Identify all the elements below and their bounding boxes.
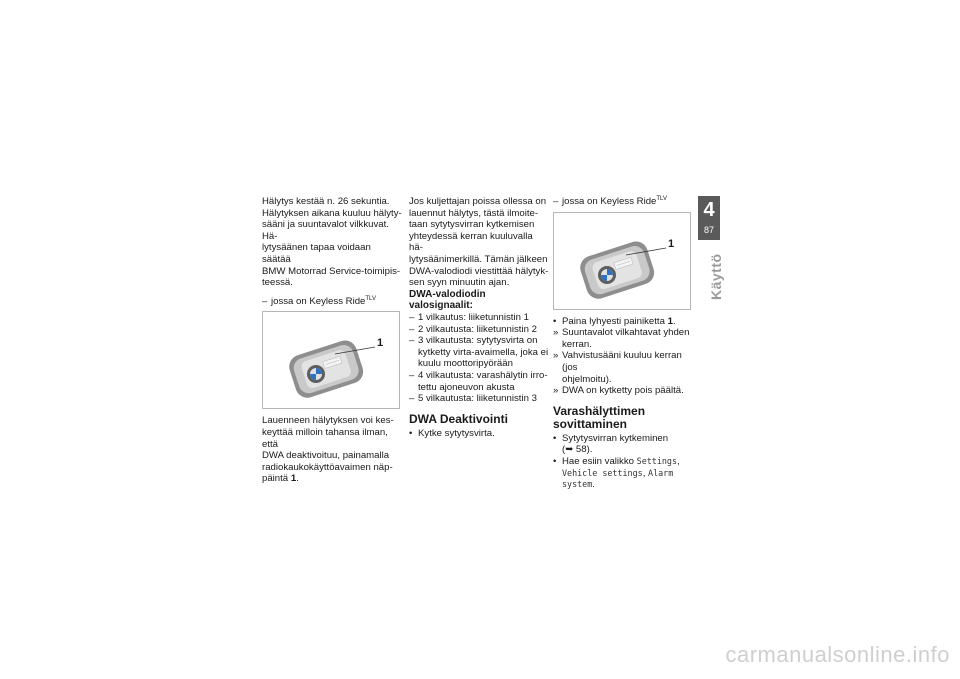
- list-item: – 2 vilkautusta: liiketunnistin 2: [409, 323, 537, 335]
- list-item: • Kytke sytytysvirta.: [409, 427, 495, 439]
- result-item: » Vahvistusääni kuuluu kerran (jos ohjelmoitu).: [553, 350, 682, 385]
- key-fob-illustration: [263, 312, 399, 408]
- list-item: – 4 vilkautusta: varashälytin irro- tettu ajoneuvon akusta: [409, 369, 548, 393]
- watermark: carmanualsonline.info: [725, 642, 950, 667]
- key-fob-figure: [553, 212, 691, 310]
- result-item: » Suuntavalot vilkahtavat yhden kerran.: [553, 327, 690, 350]
- figure-callout-1: 1: [668, 237, 675, 250]
- menu-path-alarm: Alarm: [648, 467, 674, 478]
- list-item: – 3 vilkautusta: sytytysvirta on kytketty virta-avaimella, joka ei kuulu moottoripyörään: [409, 335, 549, 370]
- chapter-title: Käyttö: [708, 253, 724, 300]
- list-item: – 1 vilkautus: liiketunnistin 1: [409, 311, 529, 323]
- menu-path-vehicle-settings: Vehicle settings: [562, 467, 643, 478]
- list-item: • Sytytysvirran kytkeminen (➥ 58).: [553, 432, 669, 456]
- paragraph-alarm-memory: Jos kuljettajan poissa ollessa on lauennut hälytys, tästä ilmoite- taan sytytysvirran kytkemisen yhteydessä kerran kuuluvalla hä- lytysäänimerkillä. Tämän jälkeen DWA-valodiodi viestittää hälytyk- sen syyn minuutin ajan.: [409, 196, 549, 289]
- page-number: 87: [703, 225, 714, 235]
- key-fob-figure: [262, 311, 400, 409]
- column-2: [409, 196, 549, 439]
- result-item: » DWA on kytketty pois päältä.: [553, 385, 684, 397]
- menu-path-system: system: [562, 479, 593, 490]
- section-title-dwa-deactivation: DWA Deaktivointi: [409, 411, 508, 426]
- paragraph-alarm-duration: Hälytys kestää n. 26 sekuntia. Hälytyksen aikana kuuluu hälyty- sääni ja suuntavalot vilkkuvat. Hä- lytysäänen tapaa voidaan säätää BMW Motorrad Service-toimipis- teessä.: [262, 196, 402, 289]
- keyless-ride-label: – jossa on Keyless Ride$^{TLV}$: [553, 195, 667, 207]
- page-reference-arrow-icon: ➥: [565, 444, 574, 456]
- list-item: • Paina lyhyesti painiketta 1.: [553, 315, 676, 327]
- paragraph-interrupt-alarm: Lauenneen hälytyksen voi kes- keyttää milloin tahansa ilman, että DWA deaktivoituu, painamalla radiokaukokäyttöavaimen näp- päintä 1.: [262, 415, 394, 485]
- list-item: • Hae esiin valikko Settings, Vehicle settings, Alarm system.: [553, 455, 680, 491]
- key-fob-illustration: [554, 213, 690, 309]
- led-signals-heading: DWA-valodiodin valosignaalit:: [409, 288, 486, 312]
- chapter-number: 4: [703, 199, 715, 221]
- section-title-alarm-adjustment: Varashälyttimen sovittaminen: [553, 403, 646, 431]
- column-3: [553, 196, 693, 491]
- list-item: – 5 vilkautusta: liiketunnistin 3: [409, 393, 537, 405]
- figure-callout-1: 1: [377, 337, 384, 350]
- menu-path-settings: Settings: [636, 455, 677, 466]
- keyless-ride-label: – jossa on Keyless Ride$^{TLV}$: [262, 295, 376, 307]
- column-1: [262, 196, 402, 485]
